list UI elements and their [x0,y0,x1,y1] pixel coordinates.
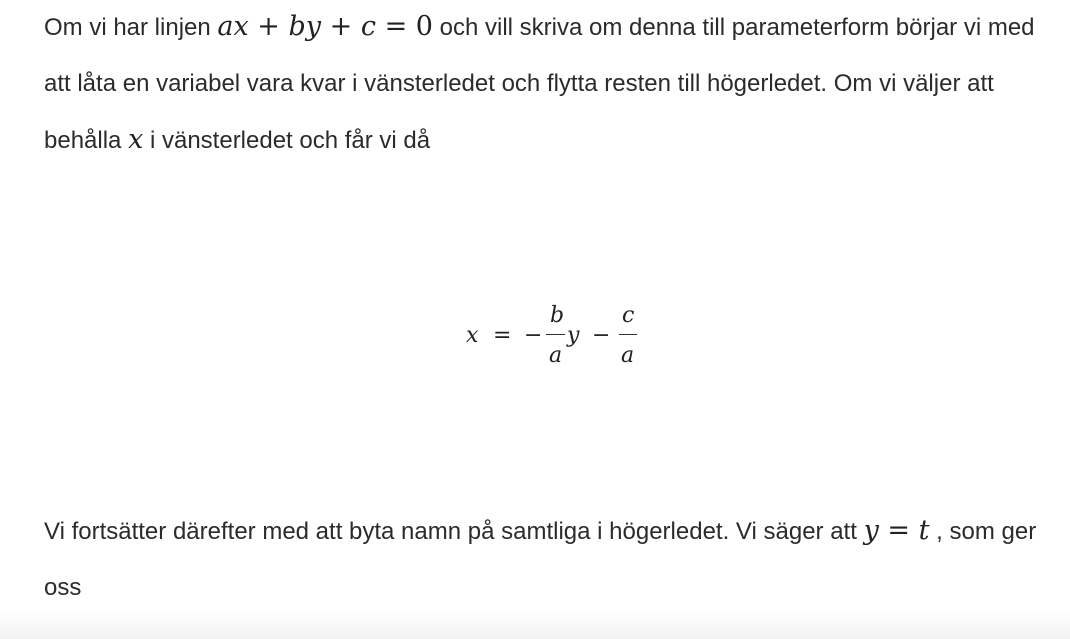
math-y: y [863,515,879,546]
eq-minus: − [524,323,543,348]
paragraph-intro-text-2: och vill skriva om denna till parameterform börjar vi med att låta en variabel vara kvar i vänsterledet och flytta resten till högerledet. Om vi väljer att behålla [44,14,1035,154]
eq-minus: − [592,323,611,348]
math-equals: = [375,11,416,42]
eq-frac1-bar [546,334,565,335]
eq-var-y: y [567,323,580,348]
eq-frac2-bar [619,334,637,335]
math-plus: + [248,11,289,42]
eq-frac1-denominator: a [549,343,563,368]
paragraph-intro [44,0,1054,169]
math-t: t [918,515,930,546]
inline-equation-y-equals-t [864,515,930,546]
paragraph-substitution [44,503,1054,616]
display-equation [0,300,1070,370]
eq-lhs-x: x [466,323,479,348]
eq-equals: = [493,323,512,348]
math-zero: 0 [415,11,433,42]
math-ax: ax [217,11,249,42]
paragraph-intro-text-3: i vänsterledet och får vi då [143,127,431,154]
math-plus: + [321,11,361,42]
inline-variable-x: x [128,124,144,155]
paragraph-intro-text-1: Om vi har linjen [44,14,218,41]
math-by: by [288,11,322,42]
paragraph-substitution-text-2: , som ger oss [44,518,1037,601]
eq-frac1-numerator: b [550,303,565,328]
eq-frac2-numerator: c [622,303,635,328]
math-equals: = [878,515,919,546]
inline-equation-line [217,11,433,42]
eq-frac2-denominator: a [621,343,635,368]
paragraph-substitution-text-1: Vi fortsätter därefter med att byta namn på samtliga i högerledet. Vi säger att [44,518,864,545]
math-c: c [360,11,376,42]
